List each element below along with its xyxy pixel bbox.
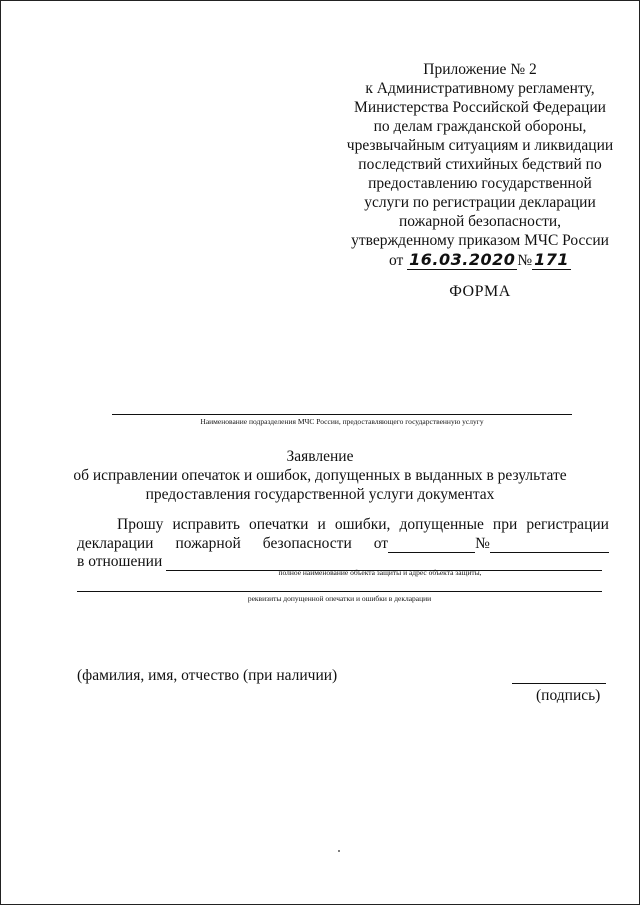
object-caption: полное наименование объекта защиты и адрес объекта защиты, bbox=[278, 568, 482, 577]
fio-label: (фамилия, имя, отчество (при наличии) bbox=[77, 667, 338, 684]
request-word: от bbox=[373, 535, 389, 552]
appendix-line: Приложение № 2 bbox=[423, 61, 537, 78]
request-word: исправить bbox=[172, 516, 240, 533]
handwritten-date: 16.03.2020 bbox=[409, 250, 516, 269]
statement-title bbox=[70, 447, 570, 504]
request-word: и bbox=[317, 516, 326, 533]
request-word: опечатки bbox=[249, 516, 309, 533]
request-word: при bbox=[492, 516, 518, 533]
date-fill-line[interactable] bbox=[388, 538, 475, 553]
appendix-line: Министерства Российской Федерации bbox=[354, 99, 606, 116]
request-word: допущенные bbox=[399, 516, 484, 533]
request-word: Прошу bbox=[117, 516, 164, 533]
request-word: декларации bbox=[77, 535, 154, 552]
request-word: безопасности bbox=[262, 535, 352, 552]
signature-line[interactable] bbox=[512, 683, 606, 684]
appendix-line: к Административному регламенту, bbox=[365, 80, 595, 97]
appendix-block bbox=[330, 60, 630, 270]
requisites-caption: реквизиты допущенной опечатки и ошибки в декларации bbox=[247, 594, 432, 603]
date-prefix: от bbox=[388, 252, 404, 269]
signature-label: (подпись) bbox=[536, 687, 601, 704]
title-line: об исправлении опечаток и ошибок, допущенных в выданных в результате bbox=[73, 467, 567, 484]
appendix-line: пожарной безопасности, bbox=[398, 213, 562, 230]
appendix-line: последствий стихийных бедствий по bbox=[358, 156, 602, 173]
appendix-line: утвержденному приказом МЧС России bbox=[351, 232, 609, 249]
request-row-1 bbox=[77, 515, 609, 534]
requisites-fill-line[interactable] bbox=[77, 591, 602, 592]
scan-speck bbox=[338, 850, 340, 852]
org-caption: Наименование подразделения МЧС России, предоставляющего государственную услугу bbox=[200, 417, 484, 426]
org-name-line bbox=[112, 414, 572, 415]
title-line: Заявление bbox=[286, 448, 354, 465]
request-word: ошибки, bbox=[334, 516, 391, 533]
handwritten-number: 171 bbox=[534, 250, 570, 269]
form-label: ФОРМА bbox=[449, 283, 511, 300]
order-date-line bbox=[330, 250, 630, 270]
appendix-line: услуги по регистрации декларации bbox=[364, 194, 596, 211]
appendix-line: чрезвычайным ситуациям и ликвидации bbox=[346, 137, 614, 154]
appendix-line: по делам гражданской обороны, bbox=[373, 118, 587, 135]
number-sign: № bbox=[475, 535, 490, 552]
appendix-line: предоставлению государственной bbox=[368, 175, 592, 192]
number-fill-line[interactable] bbox=[490, 538, 609, 553]
title-line: предоставления государственной услуги документах bbox=[145, 486, 495, 503]
number-sign: № bbox=[517, 252, 533, 269]
in-relation-label: в отношении bbox=[77, 553, 163, 570]
request-word: регистрации bbox=[526, 516, 609, 533]
request-row-2 bbox=[77, 534, 609, 553]
request-word: пожарной bbox=[175, 535, 241, 552]
